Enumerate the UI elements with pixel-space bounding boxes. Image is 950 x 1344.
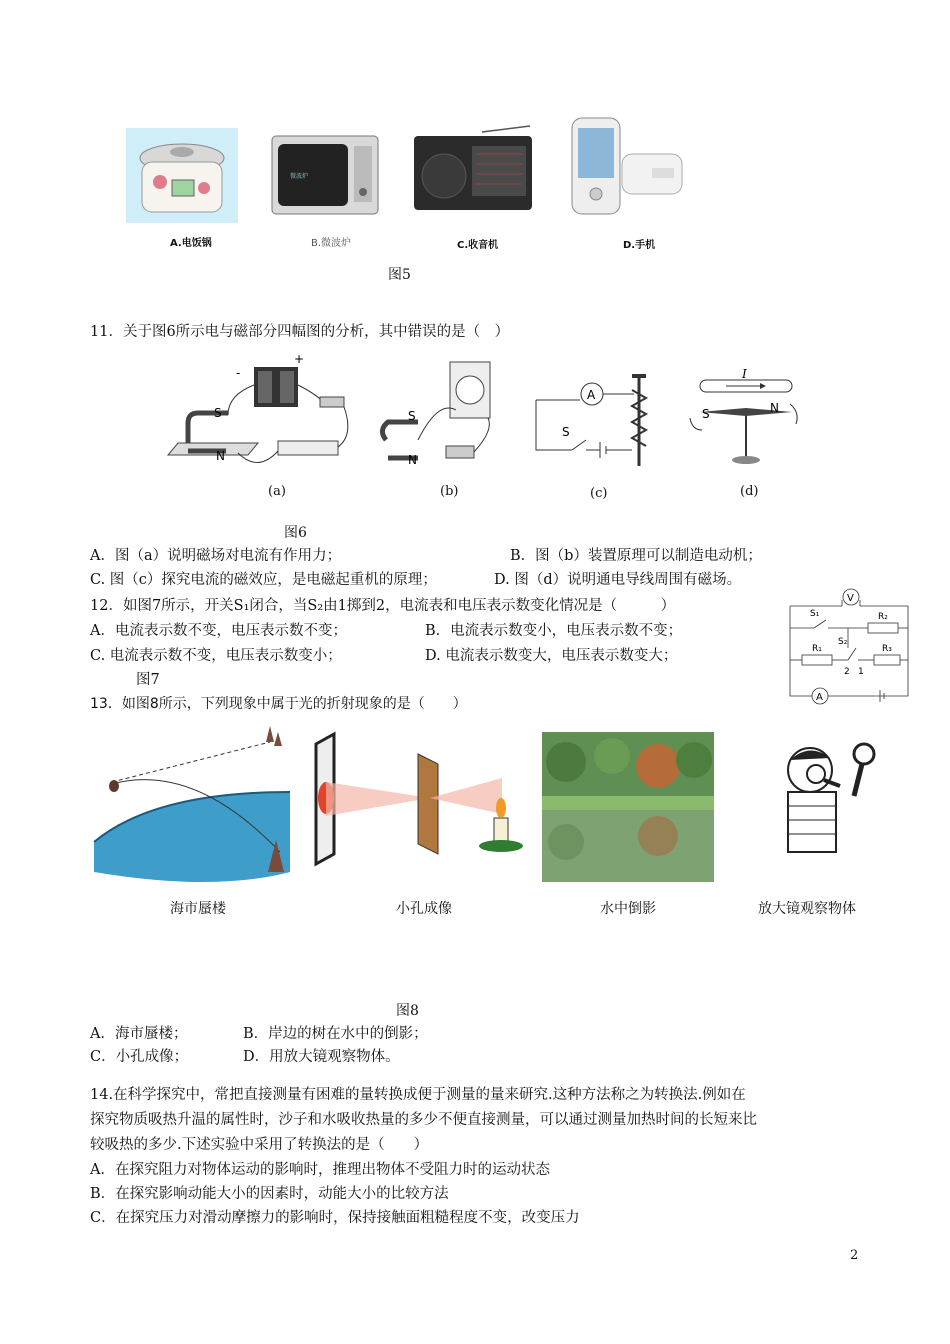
q13-option-d: D．用放大镜观察物体。 [243,1049,400,1065]
switch-pos-1: 1 [858,667,864,677]
water-reflection-image [542,732,714,882]
q13-option-b: B．岸边的树在水中的倒影； [243,1026,428,1042]
svg-text:N: N [770,401,779,415]
rice-cooker-image [126,128,238,223]
svg-text:N: N [216,449,225,463]
fig6-caption: 图6 [284,525,307,541]
fig5-caption: 图5 [388,267,411,283]
q11-option-c: C. 图（c）探究电流的磁效应，是电磁起重机的原理； [90,572,437,588]
switch-pos-2: 2 [844,667,850,677]
svg-text:N: N [408,453,417,467]
fig5-label-c: C.收音机 [457,240,499,251]
svg-text:S: S [562,425,570,439]
magnifier-image [770,740,890,860]
fig8-label-magnifier: 放大镜观察物体 [758,901,856,917]
resistor-r2-label: R₂ [878,612,888,622]
fig6a-diagram [168,352,358,475]
fig6c-diagram [532,370,662,480]
voltmeter-label: V [847,593,854,604]
fig8-caption: 图8 [396,1003,419,1019]
fig6-sublabel-a: (a) [268,484,286,499]
svg-text:S: S [702,407,710,421]
q12-option-d: D. 电流表示数变大，电压表示数变大； [425,648,678,664]
fig8-label-mirage: 海市蜃楼 [170,901,226,917]
switch-s2-label: S₂ [838,637,848,647]
svg-text:S: S [408,409,416,423]
ammeter-label: A [816,692,823,703]
fig5-label-b: B.微波炉 [311,238,352,249]
resistor-r3-label: R₃ [882,644,892,654]
q14-option-c: C．在探究压力对滑动摩擦力的影响时，保持接触面粗糙程度不变，改变压力 [90,1210,580,1226]
q11-option-a: A．图（a）说明磁场对电流有作用力； [90,548,342,564]
microwave-image [272,136,378,214]
q11-option-d: D. 图（d）说明通电导线周围有磁场。 [494,572,742,588]
q12-option-b: B．电流表示数变小，电压表示数不变； [425,623,683,639]
fig6d-diagram [686,368,806,478]
fig5-label-d: D.手机 [623,240,656,251]
q14-option-b: B．在探究影响动能大小的因素时，动能大小的比较方法 [90,1186,449,1202]
svg-text:I: I [742,367,747,381]
svg-text:A: A [587,388,596,402]
fig6-sublabel-d: (d) [740,484,759,499]
q12-option-c: C. 电流表示数不变，电压表示数变小； [90,648,342,664]
svg-text:S: S [214,406,222,420]
mobile-phone-image [566,114,714,222]
fig6-sublabel-c: (c) [590,486,608,501]
page-number: 2 [850,1248,859,1263]
q11-option-b: B．图（b）装置原理可以制造电动机； [510,548,762,564]
fig6-sublabel-b: (b) [440,484,459,499]
switch-s1-label: S₁ [810,609,820,619]
q14-line-2: 探究物质吸热升温的属性时，沙子和水吸收热量的多少不便直接测量，可以通过测量加热时间的长短来比 [90,1112,757,1128]
mirage-image [94,722,290,882]
svg-text:-: - [236,366,241,380]
q12-stem: 12．如图7所示，开关S₁闭合，当S₂由1掷到2，电流表和电压表示数变化情况是（ ） [90,598,676,614]
svg-text:微波炉: 微波炉 [290,173,309,180]
fig6b-diagram [378,360,498,480]
q13-option-c: C．小孔成像； [90,1049,189,1065]
fig7-circuit [784,588,914,706]
svg-text:+: + [294,352,305,366]
pinhole-imaging-image [312,734,532,864]
q14-line-3: 较吸热的多少.下述实验中采用了转换法的是（ ） [90,1137,429,1153]
fig8-label-reflection: 水中倒影 [600,901,656,917]
q13-option-a: A．海市蜃楼； [90,1026,188,1042]
q12-option-a: A．电流表示数不变，电压表示数不变； [90,623,347,639]
q14-line-1: 14.在科学探究中，常把直接测量有困难的量转换成便于测量的量来研究.这种方法称之为转换法.例如在 [90,1087,746,1103]
q11-stem: 11．关于图6所示电与磁部分四幅图的分析，其中错误的是（ ） [90,324,510,340]
q12-fig7-caption: 图7 [136,672,160,688]
radio-image [412,124,534,214]
fig8-label-pinhole: 小孔成像 [396,901,452,917]
fig5-label-a: A.电饭锅 [170,238,212,249]
q13-stem: 13．如图8所示，下列现象中属于光的折射现象的是（ ） [90,696,467,712]
resistor-r1-label: R₁ [812,644,822,654]
q14-option-a: A．在探究阻力对物体运动的影响时，推理出物体不受阻力时的运动状态 [90,1162,550,1178]
